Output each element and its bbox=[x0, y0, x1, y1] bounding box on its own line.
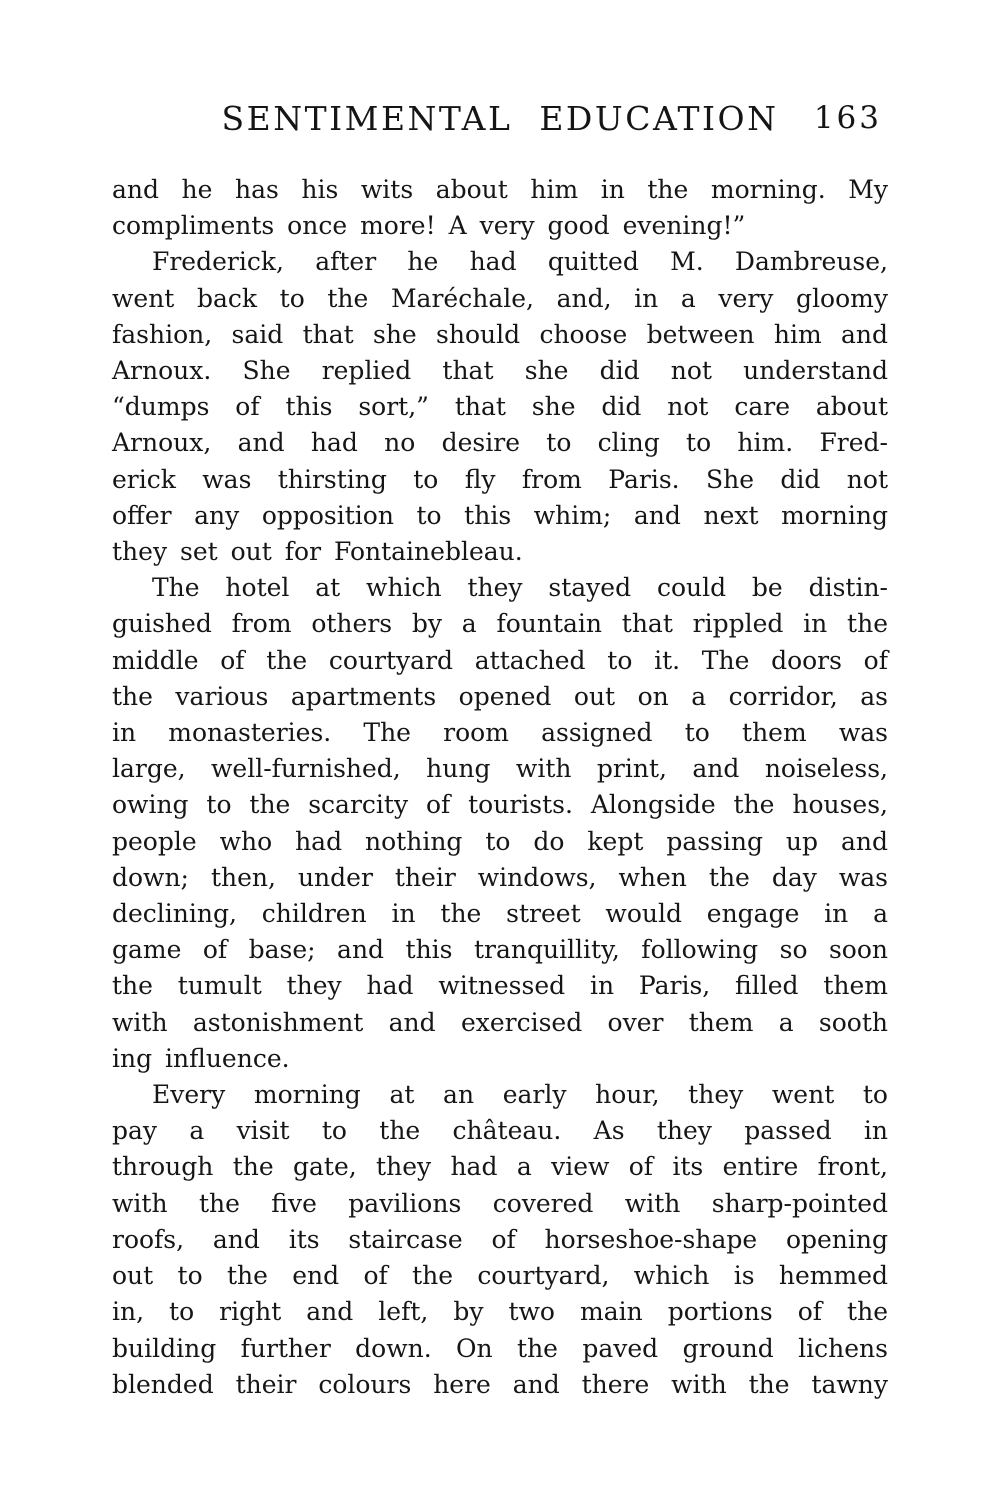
text-line: went back to the Maréchale, and, in a very gloomy bbox=[112, 283, 888, 313]
text-line: out to the end of the courtyard, which is hemmed bbox=[112, 1261, 888, 1291]
text-line: the tumult they had witnessed in Paris, filled them bbox=[112, 971, 888, 1001]
text-line: fashion, said that she should choose between him and bbox=[112, 319, 888, 349]
text-line: in, to right and left, by two main portions of the bbox=[112, 1297, 888, 1327]
page-text bbox=[112, 172, 888, 1403]
text-line: pay a visit to the château. As they passed in bbox=[112, 1116, 888, 1146]
text-line: large, well-furnished, hung with print, and noiseless, bbox=[112, 754, 888, 784]
text-line: people who had nothing to do kept passing up and bbox=[112, 826, 888, 856]
text-line: Arnoux, and had no desire to cling to him. Fred- bbox=[112, 428, 888, 458]
text-line: declining, children in the street would engage in a bbox=[112, 899, 888, 929]
text-line: and he has his wits about him in the morning. My bbox=[112, 175, 888, 204]
text-line: the various apartments opened out on a corridor, as bbox=[112, 681, 888, 711]
text-line: they set out for Fontainebleau. bbox=[112, 537, 523, 567]
running-title: SENTIMENTAL EDUCATION bbox=[221, 99, 779, 138]
text-line: blended their colours here and there with the tawny bbox=[112, 1369, 888, 1399]
text-line: through the gate, they had a view of its entire front, bbox=[112, 1152, 888, 1182]
text-line: in monasteries. The room assigned to them was bbox=[112, 718, 888, 748]
text-line: with the five pavilions covered with sharp-pointed bbox=[112, 1188, 888, 1218]
text-line: ing influence. bbox=[112, 1043, 290, 1073]
page-number: 163 bbox=[813, 100, 882, 136]
text-line: with astonishment and exercised over them a sooth bbox=[112, 1007, 888, 1037]
text-line: guished from others by a fountain that rippled in the bbox=[112, 609, 888, 639]
text-line: building further down. On the paved ground lichens bbox=[112, 1333, 888, 1363]
text-line: The hotel at which they stayed could be distin- bbox=[152, 573, 888, 603]
text-line: roofs, and its staircase of horseshoe-shape opening bbox=[112, 1224, 888, 1254]
text-line: middle of the courtyard attached to it. The doors of bbox=[112, 645, 888, 675]
text-line: down; then, under their windows, when the day was bbox=[112, 862, 888, 892]
text-line: Every morning at an early hour, they went to bbox=[152, 1080, 888, 1110]
text-line: compliments once more! A very good evening!” bbox=[112, 211, 746, 241]
page-header bbox=[112, 99, 888, 143]
text-line: “dumps of this sort,” that she did not care about bbox=[112, 392, 888, 422]
text-line: Frederick, after he had quitted M. Dambreuse, bbox=[152, 247, 888, 277]
text-line: offer any opposition to this whim; and next morning bbox=[112, 500, 888, 530]
text-line: owing to the scarcity of tourists. Alongside the houses, bbox=[112, 790, 888, 820]
text-line: erick was thirsting to fly from Paris. She did not bbox=[112, 464, 888, 494]
text-line: game of base; and this tranquillity, following so soon bbox=[112, 935, 888, 965]
text-line: Arnoux. She replied that she did not understand bbox=[112, 356, 888, 386]
